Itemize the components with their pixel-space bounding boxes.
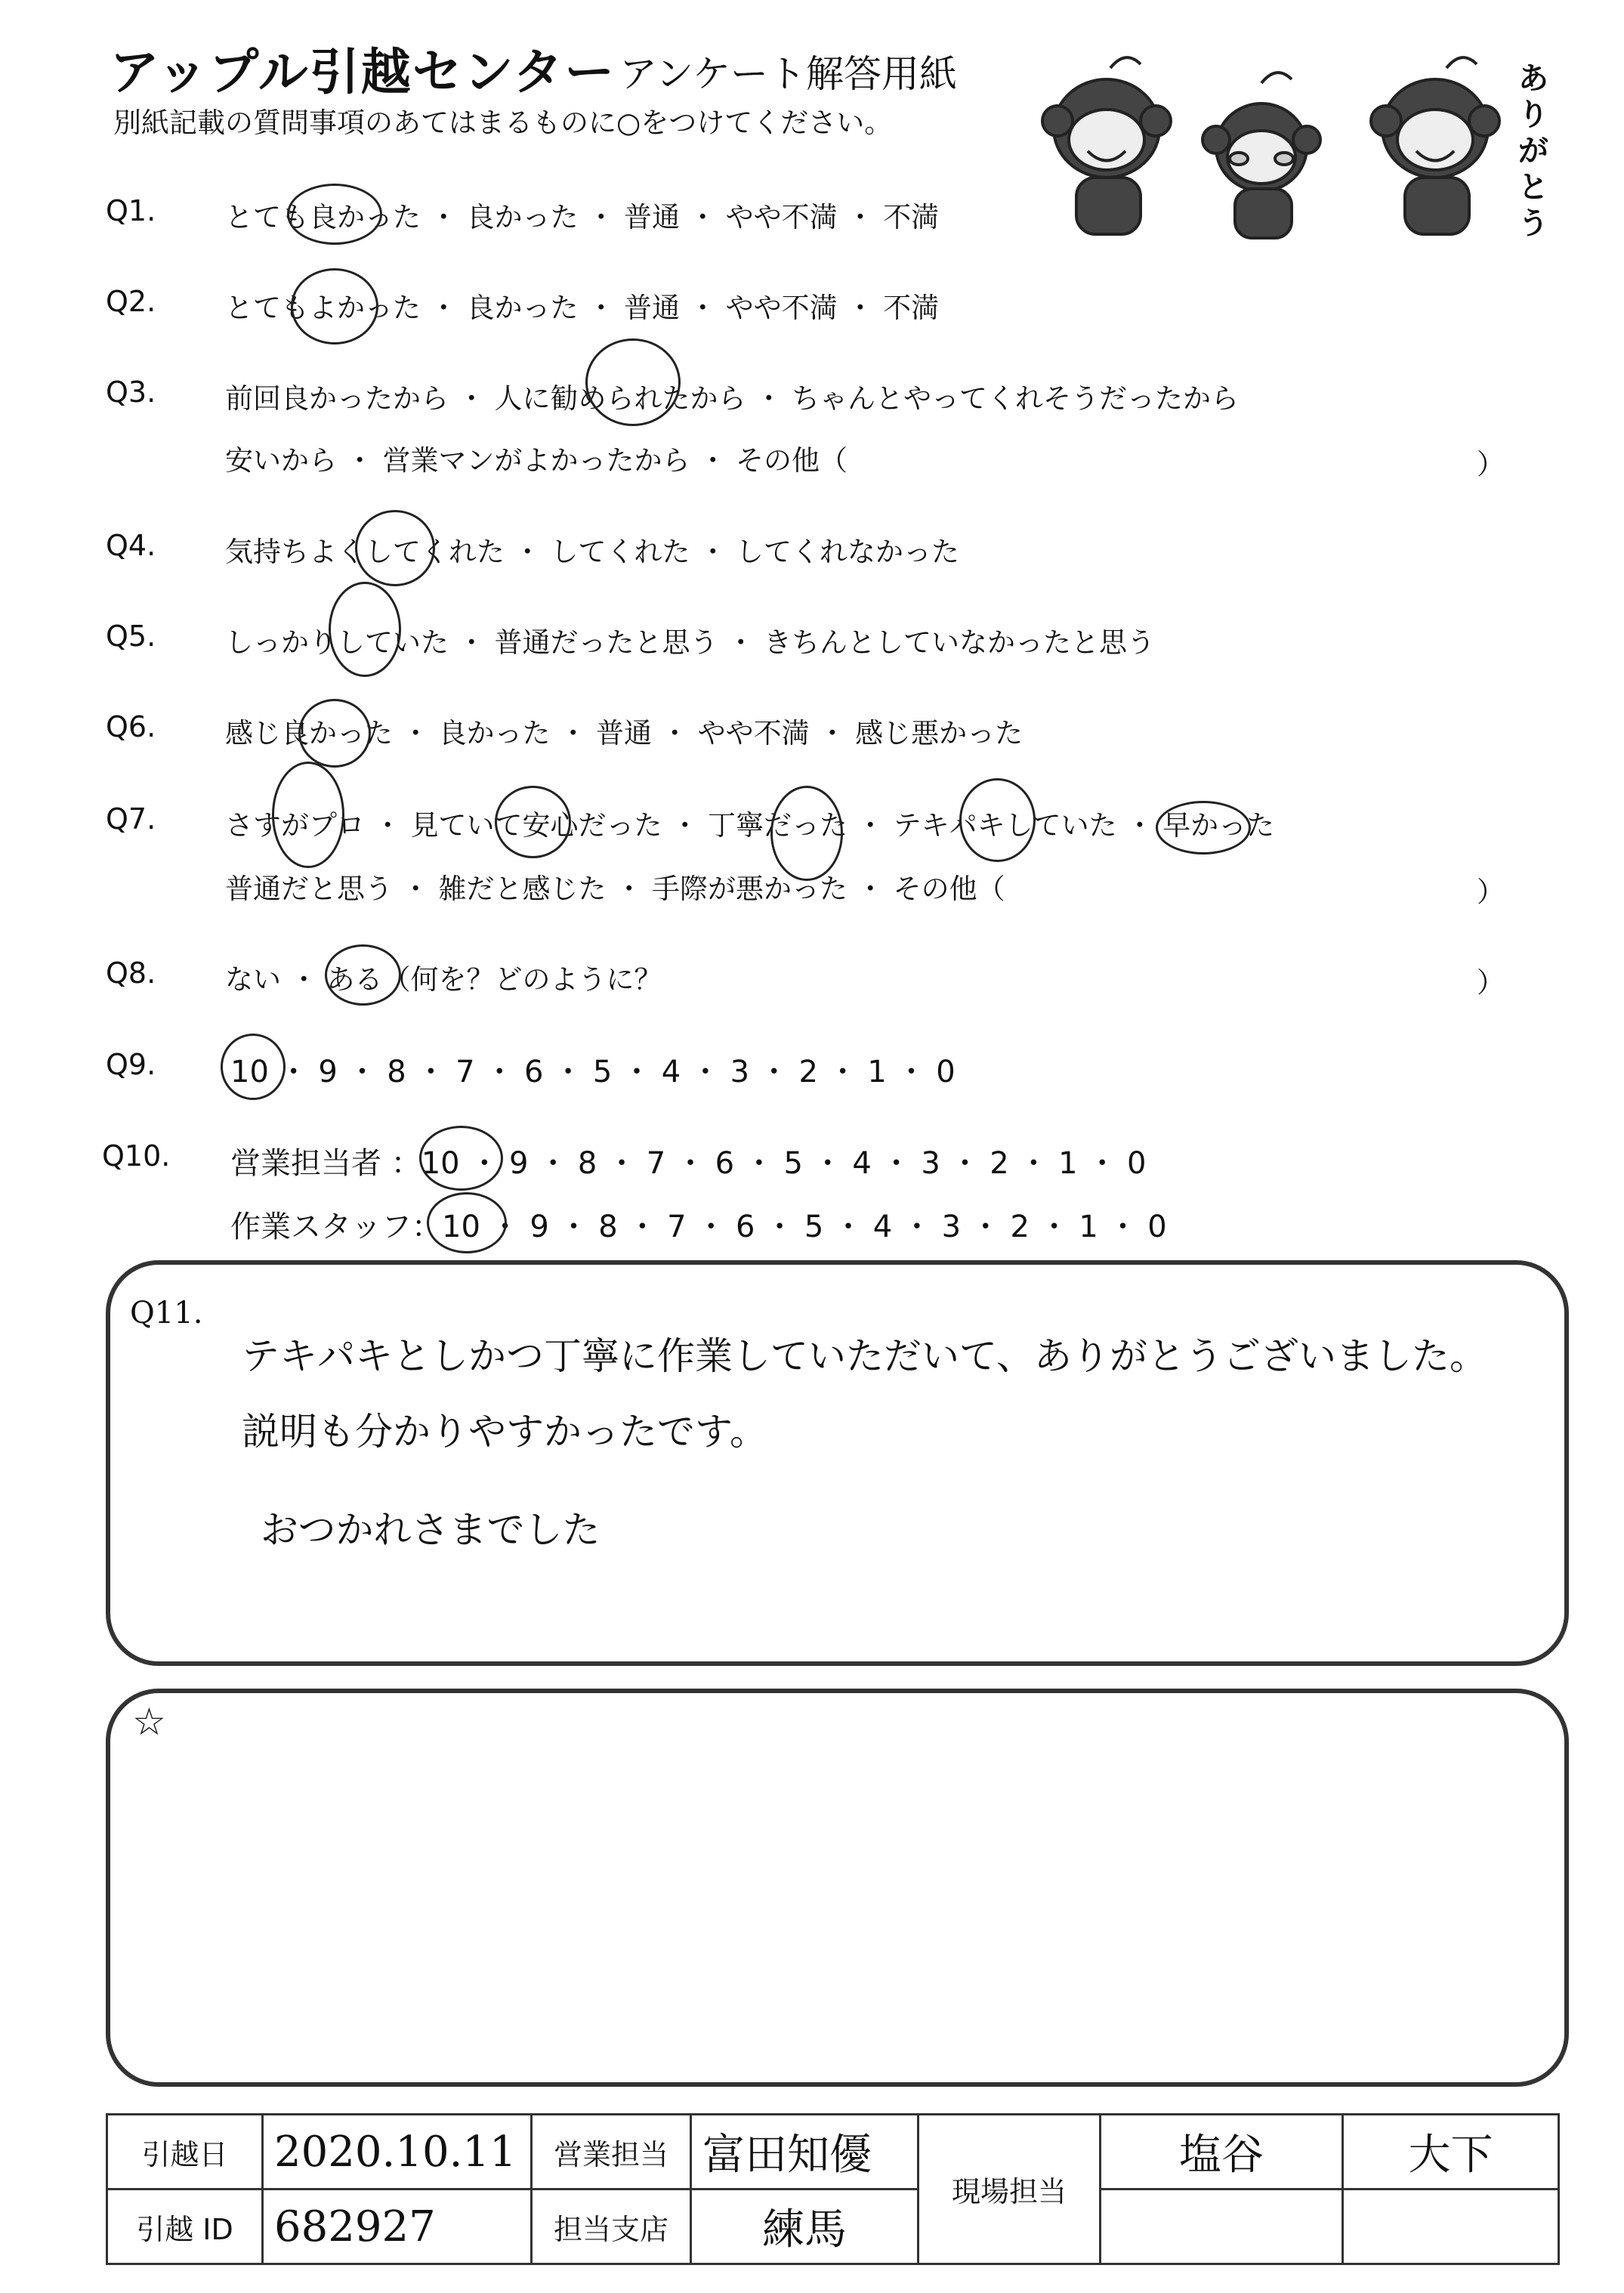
site-staff-empty-1 [1101, 2189, 1343, 2264]
answer-circle-q1 [287, 184, 382, 245]
branch-label: 担当支店 [532, 2189, 691, 2264]
answer-circle-q7-b [495, 786, 571, 858]
sales-rep-value: 富田知優 [691, 2115, 919, 2189]
move-date-value: 2020.10.11 [263, 2115, 532, 2189]
q4-label: Q4. [106, 529, 156, 562]
q9-scale: 10 ・ 9 ・ 8 ・ 7 ・ 6 ・ 5 ・ 4 ・ 3 ・ 2 ・ 1 ・ 0 [230, 1055, 956, 1089]
answer-circle-q7-a [272, 762, 344, 868]
q11-label: Q11. [130, 1296, 203, 1330]
q3-options-line2: 安いから ・ 営業マンがよかったから ・ その他（ [225, 444, 848, 477]
q7-options-line1: さすがプロ ・ 見ていて安心だった ・ 丁寧だった ・ テキパキしていた ・ 早かった [225, 809, 1275, 842]
move-info-table [106, 2113, 1560, 2265]
q11-answer-line-3: おつかれさまでした [261, 1508, 601, 1552]
q8-options: ない ・ ある（何を？どのように？ [225, 963, 662, 996]
monkey-mascots-illustration [1027, 45, 1541, 249]
q10-label: Q10. [102, 1139, 171, 1173]
q9-label: Q9. [106, 1048, 156, 1081]
site-staff-value-1: 塩谷 [1101, 2115, 1343, 2189]
q5-options: しっかりしていた ・ 普通だったと思う ・ きちんとしていなかったと思う [225, 626, 1156, 659]
move-date-label: 引越日 [107, 2115, 263, 2189]
answer-circle-q8 [325, 944, 401, 1006]
answer-circle-q2 [291, 268, 378, 345]
q8-label: Q8. [106, 956, 156, 990]
q7-close-paren: ） [1477, 876, 1505, 908]
q10-sales-scale: 営業担当者 ：10 ・ 9 ・ 8 ・ 7 ・ 6 ・ 5 ・ 4 ・ 3 ・ 2 ・ 1 ・ 0 [230, 1146, 1147, 1181]
site-staff-empty-2 [1343, 2189, 1559, 2264]
move-id-label: 引越 ID [107, 2189, 263, 2264]
site-staff-label: 現場担当 [919, 2115, 1101, 2264]
q7-label: Q7. [106, 802, 156, 836]
q11-answer-line-2: 説明も分かりやすかったです。 [242, 1410, 767, 1454]
q1-label: Q1. [106, 194, 156, 227]
q6-options: 感じ良かった ・ 良かった ・ 普通 ・ やや不満 ・ 感じ悪かった [225, 717, 1023, 749]
q4-options: 気持ちよくしてくれた ・ してくれた ・ してくれなかった [225, 536, 960, 568]
q1-options: とても良かった ・ 良かった ・ 普通 ・ やや不満 ・ 不満 [225, 201, 940, 233]
star-comment-box [106, 1689, 1569, 2087]
sales-rep-label: 営業担当 [532, 2115, 691, 2189]
q5-label: Q5. [106, 620, 156, 653]
answer-circle-q7-d [959, 778, 1036, 862]
q11-answer-line-1: テキパキとしかつ丁寧に作業していただいて、ありがとうございました。 [242, 1334, 1487, 1378]
answer-circle-q6 [298, 699, 371, 768]
answer-circle-q4 [355, 510, 435, 586]
answer-circle-q9 [221, 1034, 286, 1100]
answer-circle-q5 [329, 582, 401, 677]
q3-label: Q3. [106, 375, 156, 409]
q11-comment-box [106, 1260, 1569, 1666]
q3-close-paren: ） [1477, 448, 1505, 481]
branch-value: 練馬 [691, 2189, 919, 2264]
page-title: アップル引越センター [110, 43, 616, 101]
mascot-thanks-text: ありがとう [1518, 61, 1548, 241]
page-subtitle: アンケート解答用紙 [619, 52, 957, 96]
answer-circle-q3 [585, 338, 681, 426]
answer-circle-q7-e [1156, 801, 1251, 854]
q2-options: とてもよかった ・ 良かった ・ 普通 ・ やや不満 ・ 不満 [225, 292, 940, 324]
q8-close-paren: ） [1477, 966, 1505, 999]
q10-staff-scale: 作業スタッフ：10 ・ 9 ・ 8 ・ 7 ・ 6 ・ 5 ・ 4 ・ 3 ・ 2 ・ 1 ・ 0 [230, 1210, 1167, 1244]
answer-circle-q10-staff [427, 1192, 507, 1253]
site-staff-value-2: 大下 [1343, 2115, 1559, 2189]
q2-label: Q2. [106, 285, 156, 318]
q6-label: Q6. [106, 710, 156, 743]
move-id-value: 682927 [263, 2189, 532, 2264]
answer-circle-q10-sales [419, 1126, 503, 1191]
answer-circle-q7-c [770, 786, 843, 881]
q7-options-line2: 普通だと思う ・ 雑だと感じた ・ 手際が悪かった ・ その他（ [225, 873, 1005, 905]
star-icon: ☆ [132, 1700, 166, 1744]
q3-options-line1: 前回良かったから ・ 人に勧められたから ・ ちゃんとやってくれそうだったから [225, 382, 1240, 415]
instruction-text: 別紙記載の質問事項のあてはまるものに○をつけてください。 [113, 107, 893, 139]
